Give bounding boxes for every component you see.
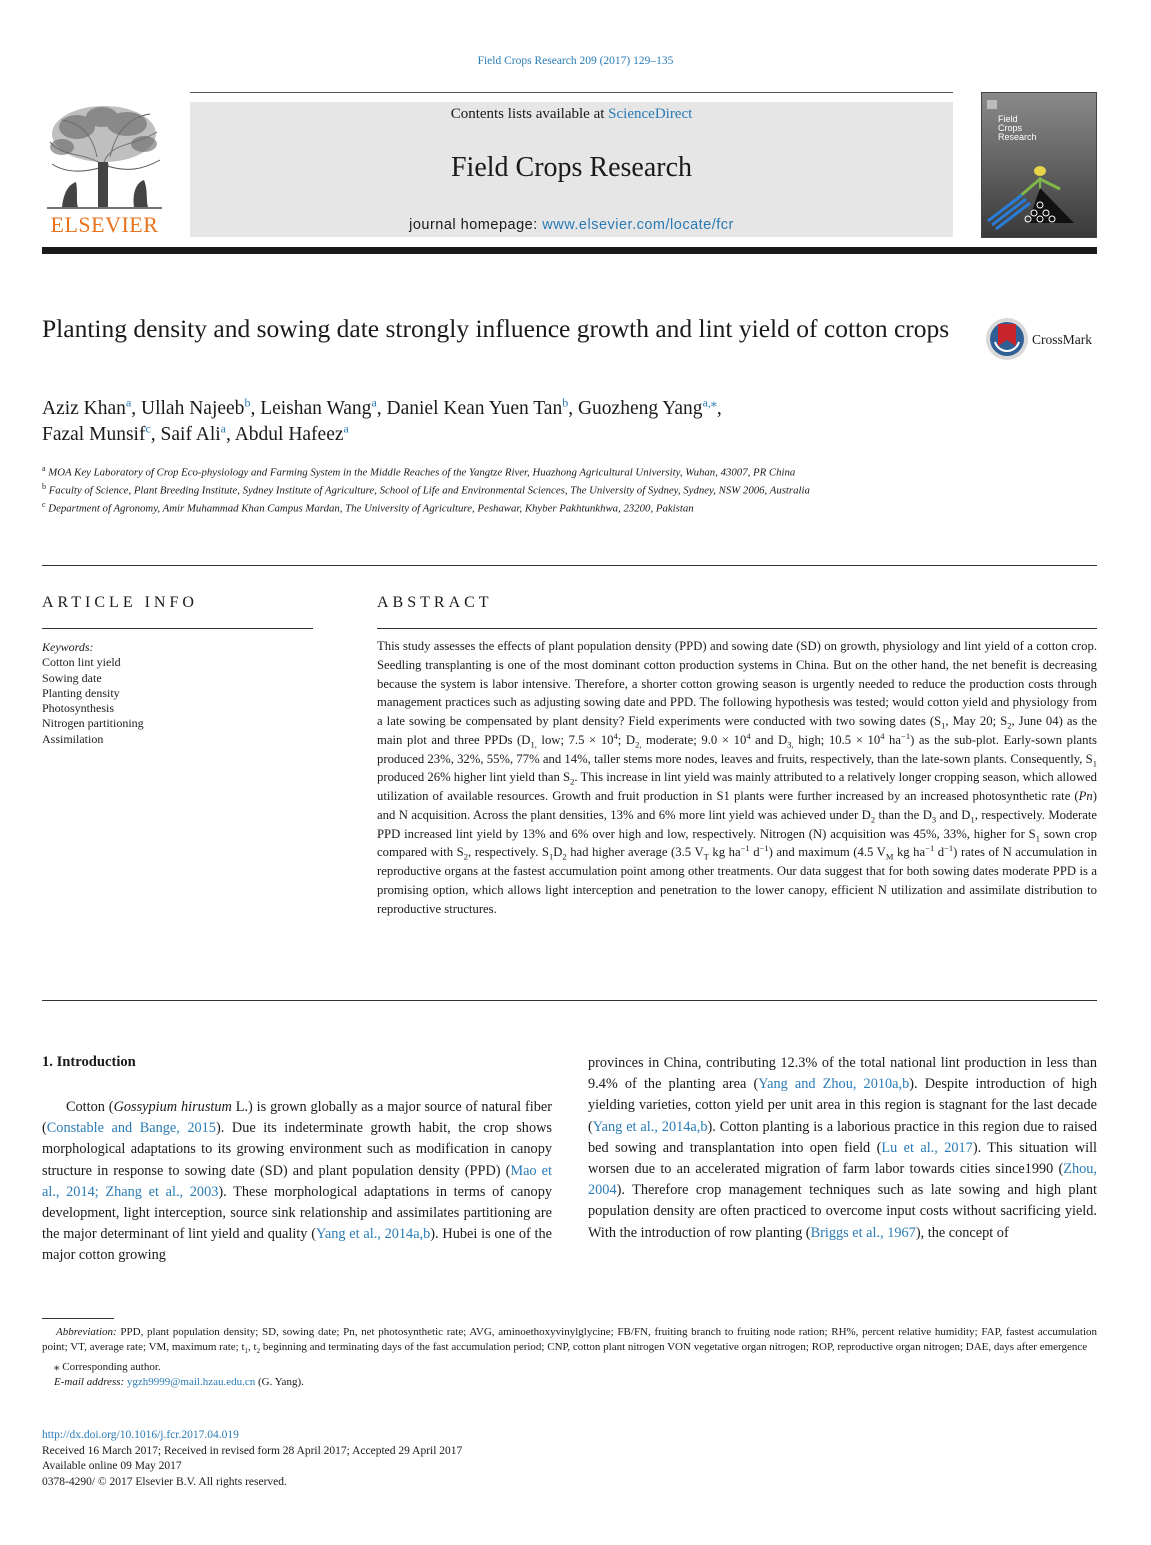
journal-title: Field Crops Research xyxy=(450,152,693,183)
elsevier-logo xyxy=(42,102,167,238)
author-affiliation-mark[interactable]: a xyxy=(371,395,377,410)
email-note: E-mail address: ygzh9999@mail.hzau.edu.cn (G. Yang). xyxy=(54,1375,304,1388)
article-title: Planting density and sowing date strongly influence growth and lint yield of cotton crops xyxy=(42,314,950,343)
citation-link[interactable]: Zhou, 2004 xyxy=(588,1161,1097,1199)
journal-banner xyxy=(190,102,953,237)
sciencedirect-link[interactable]: ScienceDirect xyxy=(608,106,693,122)
doi-link[interactable]: http://dx.doi.org/10.1016/j.fcr.2017.04.019 xyxy=(42,1429,239,1441)
keyword-item[interactable]: Cotton lint yield xyxy=(42,655,121,670)
author-name[interactable]: Leishan Wang xyxy=(260,398,372,419)
citation-link[interactable]: Yang et al., 2014a,b xyxy=(592,1118,708,1135)
author-affiliation-mark[interactable]: a,⁎ xyxy=(702,395,717,410)
article-info-heading: ARTICLE INFO xyxy=(42,594,198,611)
keyword-item[interactable]: Assimilation xyxy=(42,731,104,746)
author-list: Aziz Khan$^a$, Ullah Najeeb$^b$, Leishan Wang$^a$, Daniel Kean Yuen Tan$^b$, Guozheng Yang$^{a,⁎}$, Fazal Munsif$^c$, Saif Ali$^a$, Abdul Hafeez$^a$ xyxy=(42,395,722,445)
abbreviations-note: Abbreviation: PPD, plant population density; SD, sowing date; Pn, net photosynthetic rate; AVG, aminoethoxyvinylglycine; FB/FN, fruiting branch to fruiting node ration; RH%, percent relative humidity; FAP, fastest accumulation point; VT, average rate; VM, maximum rate; $t_1$, $t_2$ beginning and terminating days of the fast accumulation period; CNP, cotton plant nitrogen VON vegetative organ nitrogen; ROP, reproductive organ nitrogen; DAE, days after emergence xyxy=(42,1326,1097,1356)
author-affiliation-mark[interactable]: c xyxy=(145,421,151,436)
elsevier-wordmark: ELSEVIER xyxy=(50,212,159,237)
abstract-heading: ABSTRACT xyxy=(377,594,493,611)
journal-citation[interactable]: Field Crops Research 209 (2017) 129–135 xyxy=(477,55,674,67)
author-name[interactable]: Ullah Najeeb xyxy=(141,398,245,419)
abstract-body: This study assesses the effects of plant population density (PPD) and sowing date (SD) on growth, physiology and lint yield of a cotton crop. Seedling transplanting is one of the most dominant cotton production systems in China. But on the other hand, the net benefit is decreasing because the system is labor intensive. Therefore, a shorter cotton growing season is urgently needed to reduce the production costs through management practices such as adjusting sowing date and PPD. The following hypothesis was tested; would cotton yield and physiology from a late sowing be compensated by plant density? Field experiments were conducted with two sowing dates ($S_1$, May 20; $S_2$, June 04) as the main plot and three PPDs ($D_{1,}$ low; $7.5 \times 10^4$; $D_{2,}$ moderate; $9.0 \times 10^4$ and $D_{3,}$ high; $10.5 \times 10^4$ $ha^{-1}$) as the sub-plot. Early-sown plants produced 23%, 32%, 55%, 77% and 14%, taller stems more nodes, leaves and fruits, respectively, than the late-sown plants. Consequently, $S_1$ produced 26% higher lint yield than $S_2$. This increase in lint yield was mainly attributed to a relatively longer cropping season, which allowed utilization of available resources. Growth and fruit production in S1 plants were further increased by an increased photosynthetic rate (Pn) and N acquisition. Across the plant densities, 13% and 6% more lint yield was achieved under $D_2$ than the $D_3$ and $D_1$, respectively. Moderate PPD increased lint yield by 13% and 6% over high and low, respectively. Nitrogen (N) acquisition was 45%, 33%, higher for $S_1$ sown crop compared with $S_2$, respectively. $S_1D_2$ had higher average (3.5 $V_T$ kg $ha^{-1}$ $d^{-1}$) and maximum (4.5 $V_M$ kg $ha^{-1}$ $d^{-1}$) rates of N accumulation in reproductive organs at the fastest accumulation point among other treatments. Our data suggest that for both sowing dates moderate PPD is a promising option, which allows light interception and penetration to the lower canopy, efficient N utilization and assimilate distribution to reproductive structures. xyxy=(377,639,1098,916)
author-affiliation-mark[interactable]: a xyxy=(220,421,226,436)
author-affiliation-mark[interactable]: b xyxy=(562,395,569,410)
keyword-item[interactable]: Nitrogen partitioning xyxy=(42,716,144,731)
author-affiliation-mark[interactable]: a xyxy=(125,395,132,410)
citation-link[interactable]: Lu et al., 2017 xyxy=(881,1139,973,1156)
author-name[interactable]: Daniel Kean Yuen Tan xyxy=(386,398,563,419)
keywords-block xyxy=(42,640,322,747)
article-metadata xyxy=(42,1428,742,1490)
affiliation-item: $^c$ Department of Agronomy, Amir Muhammad Khan Campus Mardan, The University of Agriculture, Peshawar, Khyber Pakhtunkhwa, 23200, Pakistan xyxy=(42,500,694,515)
received-dates: Received 16 March 2017; Received in revised form 28 April 2017; Accepted 29 April 2017 xyxy=(42,1444,463,1457)
tree-logo-icon xyxy=(42,102,167,212)
citation-link[interactable]: Yang and Zhou, 2010a,b xyxy=(758,1076,910,1093)
introduction-heading: 1. Introduction xyxy=(42,1054,136,1070)
affiliation-item: $^a$ MOA Key Laboratory of Crop Eco-physiology and Farming System in the Middle Reaches of the Yangtze River, Huazhong Agricultural University, Wuhan, 43007, PR China xyxy=(42,464,796,479)
cover-title: Field Crops Research xyxy=(998,114,1037,142)
crossmark-label: CrossMark xyxy=(1032,332,1092,347)
email-link[interactable]: ygzh9999@mail.hzau.edu.cn xyxy=(126,1375,256,1388)
citation-link[interactable]: Yang et al., 2014a,b xyxy=(315,1226,431,1243)
homepage-link[interactable]: www.elsevier.com/locate/fcr xyxy=(542,217,734,233)
journal-cover[interactable] xyxy=(981,92,1097,238)
keyword-item[interactable]: Sowing date xyxy=(42,670,102,685)
crossmark-badge[interactable] xyxy=(985,316,1115,362)
author-name[interactable]: Guozheng Yang xyxy=(577,398,703,419)
author-name[interactable]: Abdul Hafeez xyxy=(234,424,344,445)
section-divider xyxy=(42,1000,1097,1001)
citation-link[interactable]: Mao et al., 2014; Zhang et al., 2003 xyxy=(42,1162,552,1200)
available-online: Available online 09 May 2017 xyxy=(42,1460,182,1472)
keyword-item[interactable]: Planting density xyxy=(42,685,120,700)
article-info-rule xyxy=(42,628,313,629)
author-name[interactable]: Fazal Munsif xyxy=(42,424,146,445)
section-divider xyxy=(42,565,1097,566)
footnotes xyxy=(42,1325,1097,1390)
affiliation-list xyxy=(42,462,972,517)
corresponding-author-note: ⁎ Corresponding author. xyxy=(54,1360,161,1373)
footnote-rule xyxy=(42,1318,114,1319)
abstract-rule xyxy=(377,628,1097,629)
author-affiliation-mark[interactable]: a xyxy=(343,421,349,436)
author-affiliation-mark[interactable]: b xyxy=(244,395,251,410)
journal-homepage: journal homepage: www.elsevier.com/locate/fcr xyxy=(409,217,734,233)
contents-line: Contents lists available at ScienceDirect xyxy=(450,106,693,122)
header-thick-rule xyxy=(42,247,1097,254)
keyword-item[interactable]: Photosynthesis xyxy=(42,701,115,716)
copyright-line: 0378-4290/ © 2017 Elsevier B.V. All rights reserved. xyxy=(42,1475,287,1488)
citation-link[interactable]: Briggs et al., 1967 xyxy=(810,1224,916,1241)
body-column-right: provinces in China, contributing 12.3% of the total national lint production in less than 9.4% of the planting area (Yang and Zhou, 2010a,b). Despite introduction of high yielding varieties, cotton yield per unit area in this region is stagnant for the last decade (Yang et al., 2014a,b). Cotton planting is a laborious practice in this region due to raised bed sowing and transplantation into open field (Lu et al., 2017). This situation will worsen due to an accelerated migration of farm labor towards cities since1990 (Zhou, 2004). Therefore crop management techniques such as late sowing and high plant population density are often practiced to overcome input costs without sacrificing yield. With the introduction of row planting (Briggs et al., 1967), the concept of xyxy=(588,1055,1098,1241)
author-name[interactable]: Aziz Khan xyxy=(42,398,126,419)
keywords-label: Keywords: xyxy=(42,640,94,654)
body-column-left: Cotton (Gossypium hirustum L.) is grown globally as a major source of natural fiber (Constable and Bange, 2015). Due its indeterminate growth habit, the crop shows morphological adaptations to its growing environment such as modification in canopy structure in response to sowing date (SD) and plant population density (PPD) (Mao et al., 2014; Zhang et al., 2003). These morphological adaptations in terms of canopy development, light interception, source sink relationship and assimilates partitioning are the major determinant of lint yield and quality (Yang et al., 2014a,b). Hubei is one of the major cotton growing xyxy=(42,1099,552,1264)
citation-link[interactable]: Constable and Bange, 2015 xyxy=(46,1120,216,1137)
author-name[interactable]: Saif Ali xyxy=(160,424,221,445)
crossmark-icon xyxy=(985,316,1029,362)
header-rule xyxy=(190,92,953,93)
affiliation-item: $^b$ Faculty of Science, Plant Breeding Institute, Sydney Institute of Agriculture, School of Life and Environmental Sciences, The University of Sydney, Sydney, NSW 2006, Australia xyxy=(42,482,810,497)
cover-art-icon xyxy=(982,93,1098,239)
